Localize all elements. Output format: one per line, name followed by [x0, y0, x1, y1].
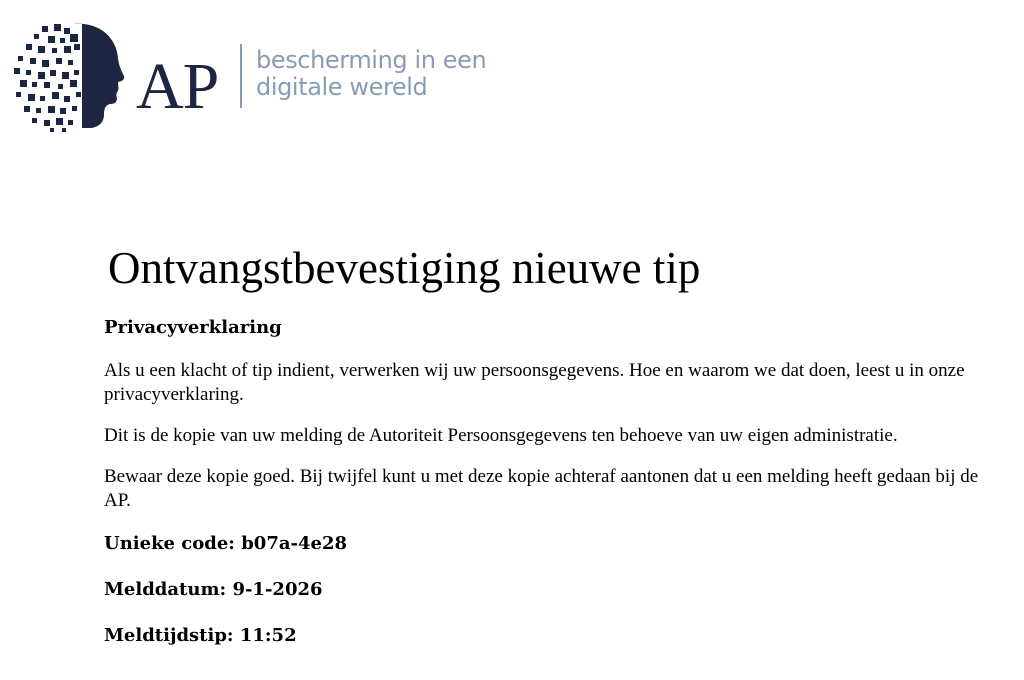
pixel-square [42, 26, 48, 32]
pixel-square [42, 60, 49, 67]
pixel-square [68, 60, 73, 65]
pixel-square [26, 70, 31, 75]
pixel-square [72, 106, 77, 111]
pixel-square [52, 92, 59, 99]
pixel-square [70, 34, 78, 42]
pixel-square [60, 108, 66, 114]
pixel-square [64, 28, 70, 34]
copy-paragraph: Dit is de kopie van uw melding de Autoriteit Persoonsgegevens ten behoeve van uw eigen administratie. [104, 425, 898, 446]
pixel-square [32, 118, 37, 123]
pixel-square [62, 128, 66, 132]
pixel-square [48, 36, 55, 43]
report-date-label: Melddatum: [104, 579, 227, 600]
pixel-square [36, 108, 41, 113]
unique-code-label: Unieke code: [104, 533, 235, 554]
pixel-square [70, 80, 77, 87]
pixel-square [16, 92, 21, 97]
privacy-paragraph: Als u een klacht of tip indient, verwerken wij uw persoonsgegevens. Hoe en waarom we dat doen, leest u in onze privacyverklaring. [104, 360, 965, 405]
unique-code-value: b07a-4e28 [241, 533, 347, 554]
pixel-square [60, 38, 65, 43]
pixel-square [18, 56, 23, 61]
pixel-square [48, 106, 55, 113]
report-time [104, 624, 1004, 648]
pixel-square [50, 128, 54, 132]
pixelated-face-icon [12, 20, 136, 132]
pixel-square [52, 48, 57, 53]
pixel-square [56, 58, 62, 64]
pixel-square [54, 24, 61, 31]
pixel-square [40, 96, 45, 101]
report-date-value: 9-1-2026 [232, 579, 323, 600]
report-time-label: Meldtijdstip: [104, 625, 234, 646]
pixel-square [14, 68, 20, 74]
pixel-square [32, 82, 37, 87]
pixel-square [68, 120, 73, 125]
pixel-square [44, 82, 50, 88]
pixel-square [64, 96, 70, 102]
pixel-square [24, 106, 30, 112]
unique-code [104, 532, 1004, 556]
page-title: Ontvangstbevestiging nieuwe tip [108, 243, 701, 293]
logo-tagline [256, 47, 486, 101]
report-date [104, 578, 1004, 602]
pixel-square [64, 46, 71, 53]
privacy-heading: Privacyverklaring [104, 317, 282, 338]
pixel-square [30, 58, 36, 64]
keep-paragraph: Bewaar deze kopie goed. Bij twijfel kunt u met deze kopie achteraf aantonen dat u een melding heeft gedaan bij de AP. [104, 466, 979, 511]
pixel-square [28, 94, 35, 101]
report-time-value: 11:52 [239, 625, 297, 646]
pixel-squares [14, 24, 81, 132]
pixel-square [34, 34, 39, 39]
pixel-square [58, 84, 63, 89]
tagline-line-1: bescherming in een [256, 46, 487, 74]
pixel-square [38, 46, 45, 53]
ap-logo [12, 20, 487, 130]
logo-divider [240, 44, 242, 108]
tagline-line-2: digitale wereld [256, 73, 428, 101]
pixel-square [26, 44, 32, 50]
pixel-square [74, 44, 80, 50]
main-content [104, 240, 1004, 648]
pixel-square [44, 120, 50, 126]
logo-letters: AP [136, 50, 219, 123]
pixel-square [50, 70, 56, 76]
pixel-square [20, 80, 27, 87]
pixel-square [38, 72, 45, 79]
face-silhouette [74, 24, 124, 128]
pixel-square [74, 70, 79, 75]
pixel-square [62, 72, 69, 79]
pixel-square [76, 92, 81, 97]
pixel-square [56, 118, 63, 125]
